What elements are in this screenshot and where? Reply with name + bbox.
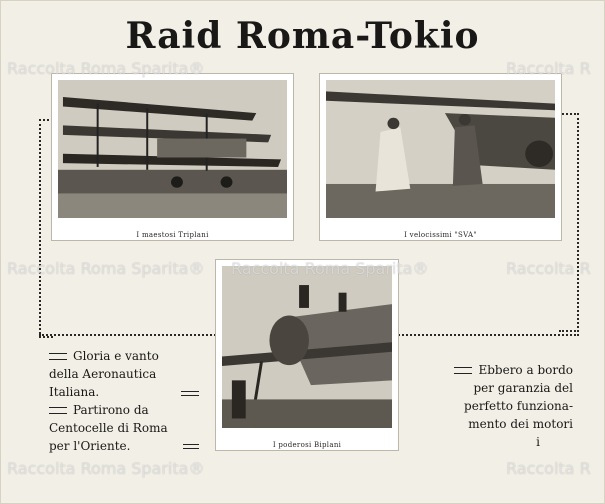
text-line: della Aeronautica xyxy=(49,367,157,381)
text-line: i xyxy=(536,435,540,449)
text-line: Gloria e vanto xyxy=(73,349,159,363)
dash-ornament xyxy=(49,407,67,414)
left-text-block xyxy=(49,347,209,455)
sva-image xyxy=(326,80,555,218)
text-line: Centocelle di Roma xyxy=(49,421,168,435)
triplane-image xyxy=(58,80,287,218)
photo-triplanes xyxy=(51,73,294,241)
biplane-image xyxy=(222,266,392,428)
watermark: Raccolta R xyxy=(506,259,591,278)
text-line: Ebbero a bordo xyxy=(478,363,573,377)
photo-caption: I maestosi Triplani xyxy=(136,231,209,239)
dash-ornament xyxy=(49,353,67,360)
text-line: per l'Oriente. xyxy=(49,439,131,453)
dotted-frame-right xyxy=(559,113,579,332)
text-line: Italiana. xyxy=(49,385,100,399)
left-rule xyxy=(183,444,199,449)
photo-caption: I poderosi Biplani xyxy=(272,441,342,449)
photo-biplanes xyxy=(215,259,399,451)
photo-caption: I velocissimi "SVA" xyxy=(404,231,477,239)
watermark: Raccolta R xyxy=(506,59,591,78)
page-title: Raid Roma-Tokio xyxy=(125,15,480,57)
photo-sva xyxy=(319,73,562,241)
watermark: Raccolta Roma Sparita® xyxy=(7,59,205,78)
text-line: Partirono da xyxy=(73,403,149,417)
text-line: mento dei motori xyxy=(468,417,573,431)
text-line: per garanzia del xyxy=(473,381,573,395)
text-line: perfetto funziona- xyxy=(464,399,573,413)
watermark: Raccolta Roma Sparita® xyxy=(7,259,205,278)
right-text-block xyxy=(413,361,573,451)
dash-ornament xyxy=(454,367,472,374)
watermark: Raccolta Roma Sparita® xyxy=(7,459,205,478)
left-rule xyxy=(181,391,199,396)
watermark: Raccolta Roma Sparita® xyxy=(231,259,429,278)
watermark: Raccolta R xyxy=(506,459,591,478)
